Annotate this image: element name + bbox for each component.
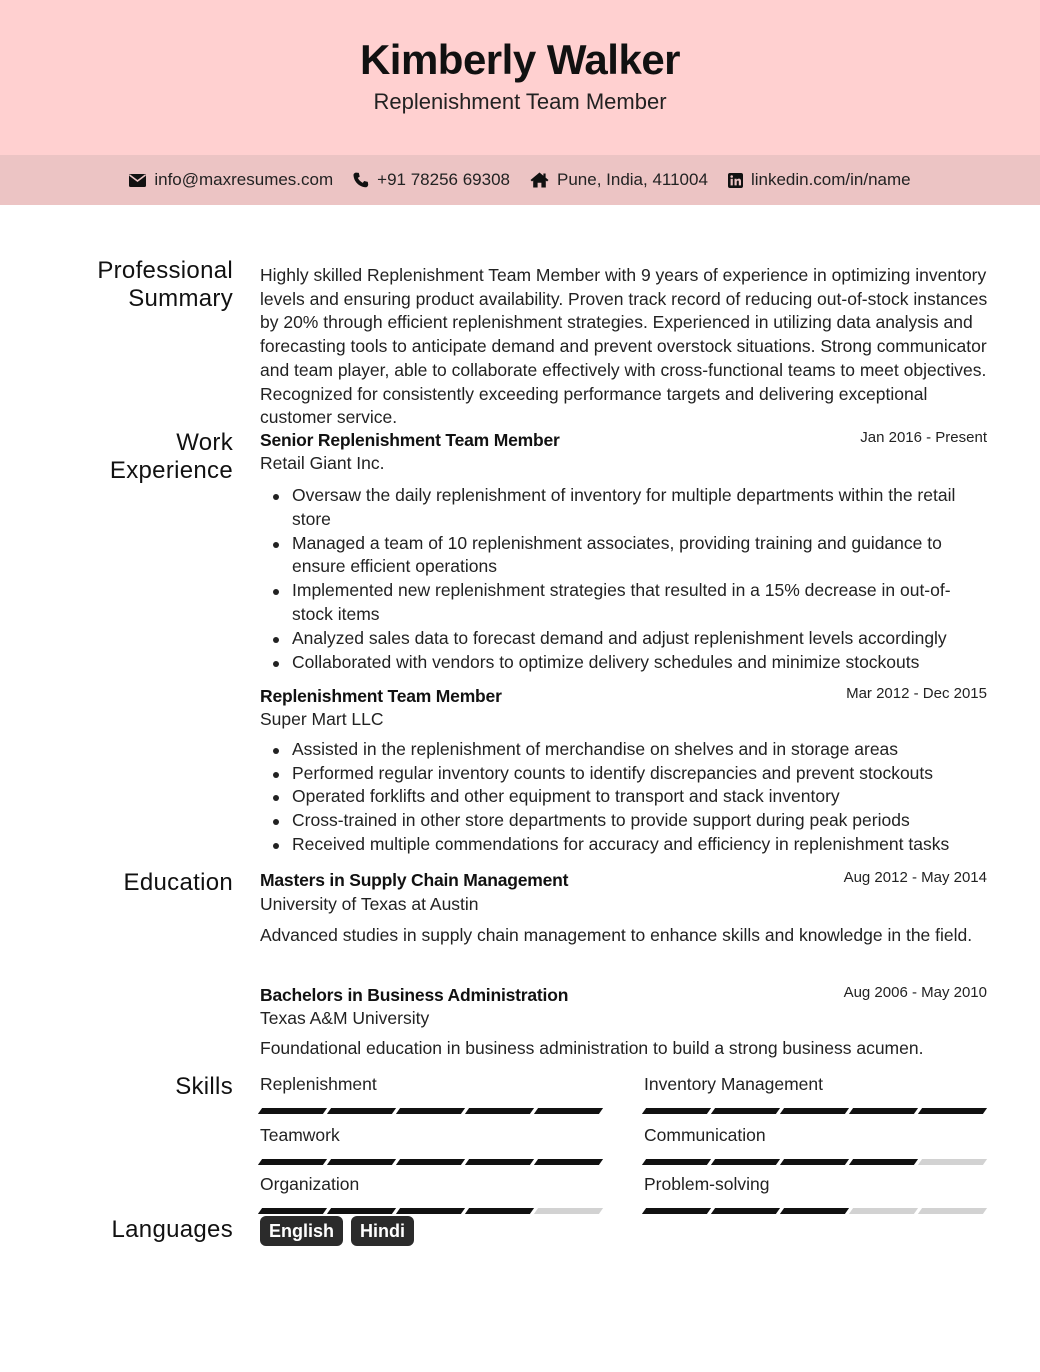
degree-dates: Aug 2012 - May 2014 — [843, 869, 987, 886]
skill-segment-filled — [711, 1108, 780, 1114]
section-heading-languages: Languages — [111, 1216, 233, 1243]
section-heading-work-line1: Work — [176, 429, 233, 456]
skill-level-bar — [644, 1208, 988, 1214]
skill-segment-filled — [327, 1159, 396, 1165]
job-company: Retail Giant Inc. — [260, 453, 385, 473]
job-title: Replenishment Team Member — [260, 686, 502, 706]
skill-segment-filled — [918, 1108, 987, 1114]
skill-segment-filled — [642, 1159, 711, 1165]
skill-segment-filled — [534, 1108, 603, 1114]
skill-segment-filled — [780, 1159, 849, 1165]
skill-segment-filled — [849, 1159, 918, 1165]
home-icon — [530, 172, 549, 188]
degree-description: Foundational education in business administration to build a strong business acumen. — [260, 1038, 924, 1058]
skill-segment-filled — [849, 1108, 918, 1114]
skill-segment-filled — [327, 1108, 396, 1114]
skill-segment-filled — [780, 1208, 849, 1214]
contact-phone-text: +91 78256 69308 — [377, 170, 510, 189]
skill-level-bar — [644, 1159, 988, 1165]
list-item: Received multiple commendations for accuracy and efficiency in replenishment tasks — [260, 833, 990, 857]
list-item: Assisted in the replenishment of merchandise on shelves and in storage areas — [260, 738, 990, 762]
contact-bar — [0, 155, 1040, 205]
resume-header — [0, 0, 1040, 155]
linkedin-icon — [728, 173, 743, 188]
job-bullets — [260, 738, 990, 857]
skill-segment-filled — [396, 1208, 465, 1214]
contact-location — [530, 170, 708, 190]
skill-segment-filled — [258, 1108, 327, 1114]
degree-title: Bachelors in Business Administration — [260, 985, 569, 1005]
degree-dates: Aug 2006 - May 2010 — [843, 984, 987, 1001]
language-badge: English — [260, 1216, 343, 1246]
skill-item — [644, 1125, 988, 1165]
skill-item — [260, 1125, 604, 1165]
language-badge: Hindi — [351, 1216, 414, 1246]
skill-item — [644, 1074, 988, 1114]
skill-segment-filled — [642, 1108, 711, 1114]
skill-segment-empty — [534, 1208, 603, 1214]
job-title: Senior Replenishment Team Member — [260, 430, 560, 450]
skill-name: Replenishment — [260, 1074, 377, 1094]
section-heading-work-line2: Experience — [109, 457, 233, 484]
skill-segment-empty — [918, 1208, 987, 1214]
list-item: Implemented new replenishment strategies that resulted in a 15% decrease in out-of-stock items — [260, 579, 990, 626]
school-name: University of Texas at Austin — [260, 894, 479, 914]
skill-segment-filled — [327, 1208, 396, 1214]
skill-name: Problem-solving — [644, 1174, 770, 1194]
skill-level-bar — [260, 1108, 604, 1114]
section-heading-summary-line2: Summary — [128, 285, 233, 312]
skill-segment-filled — [465, 1159, 534, 1165]
school-name: Texas A&M University — [260, 1008, 430, 1028]
contact-location-text: Pune, India, 411004 — [557, 170, 708, 189]
skill-name: Inventory Management — [644, 1074, 823, 1094]
skill-segment-filled — [396, 1108, 465, 1114]
skill-item — [644, 1174, 988, 1214]
skill-segment-filled — [780, 1108, 849, 1114]
language-list — [260, 1216, 414, 1246]
candidate-title: Replenishment Team Member — [373, 89, 667, 114]
section-heading-work — [60, 429, 233, 485]
list-item: Performed regular inventory counts to identify discrepancies and prevent stockouts — [260, 762, 990, 786]
skill-segment-filled — [258, 1159, 327, 1165]
contact-email-text: info@maxresumes.com — [154, 170, 334, 189]
contact-linkedin-text: linkedin.com/in/name — [750, 170, 911, 189]
skill-segment-filled — [711, 1208, 780, 1214]
skill-name: Teamwork — [260, 1125, 340, 1145]
skill-level-bar — [260, 1208, 604, 1214]
section-heading-summary-line1: Professional — [97, 257, 233, 284]
skill-item — [260, 1174, 604, 1214]
candidate-name: Kimberly Walker — [359, 36, 681, 83]
section-heading-summary — [60, 257, 233, 313]
skill-segment-filled — [465, 1108, 534, 1114]
skill-level-bar — [644, 1108, 988, 1114]
list-item: Cross-trained in other store departments to provide support during peak periods — [260, 809, 990, 833]
section-heading-education: Education — [123, 869, 233, 896]
phone-icon — [353, 172, 369, 188]
skill-segment-filled — [642, 1208, 711, 1214]
job-dates: Mar 2012 - Dec 2015 — [846, 685, 987, 702]
skill-level-bar — [260, 1159, 604, 1165]
job-dates: Jan 2016 - Present — [860, 429, 987, 446]
skill-item — [260, 1074, 604, 1114]
skill-segment-empty — [918, 1159, 987, 1165]
contact-phone[interactable] — [353, 170, 510, 190]
list-item: Analyzed sales data to forecast demand and adjust replenishment levels accordingly — [260, 627, 990, 651]
skill-segment-filled — [396, 1159, 465, 1165]
degree-title: Masters in Supply Chain Management — [260, 870, 569, 890]
envelope-icon — [129, 174, 146, 187]
skill-segment-filled — [711, 1159, 780, 1165]
degree-description: Advanced studies in supply chain management to enhance skills and knowledge in the field. — [260, 925, 973, 945]
job-bullets — [260, 484, 990, 674]
skill-name: Organization — [260, 1174, 360, 1194]
skill-segment-filled — [534, 1159, 603, 1165]
contact-email[interactable] — [129, 170, 333, 190]
skill-segment-empty — [849, 1208, 918, 1214]
job-company: Super Mart LLC — [260, 709, 384, 729]
list-item: Oversaw the daily replenishment of inventory for multiple departments within the retail store — [260, 484, 990, 531]
summary-text: Highly skilled Replenishment Team Member with 9 years of experience in optimizing inventory levels and ensuring product availability. Proven track record of reducing out-of-stock instances by 20% through efficient replenishment strategies. Experienced in utilizing data analysis and forecasting tools to anticipate demand and prevent overstock situations. Strong communicator and team player, able to collaborate effectively with cross-functional teams to meet objectives. Recognized for consistently exceeding performance targets and delivering exceptional customer service. — [260, 265, 988, 428]
list-item: Collaborated with vendors to optimize delivery schedules and minimize stockouts — [260, 651, 990, 675]
skill-name: Communication — [644, 1125, 766, 1145]
list-item: Operated forklifts and other equipment to transport and stack inventory — [260, 785, 990, 809]
contact-linkedin[interactable] — [728, 170, 911, 190]
list-item: Managed a team of 10 replenishment associates, providing training and guidance to ensure efficient operations — [260, 532, 990, 579]
section-heading-skills: Skills — [175, 1073, 233, 1100]
skill-segment-filled — [258, 1208, 327, 1214]
skill-segment-filled — [465, 1208, 534, 1214]
